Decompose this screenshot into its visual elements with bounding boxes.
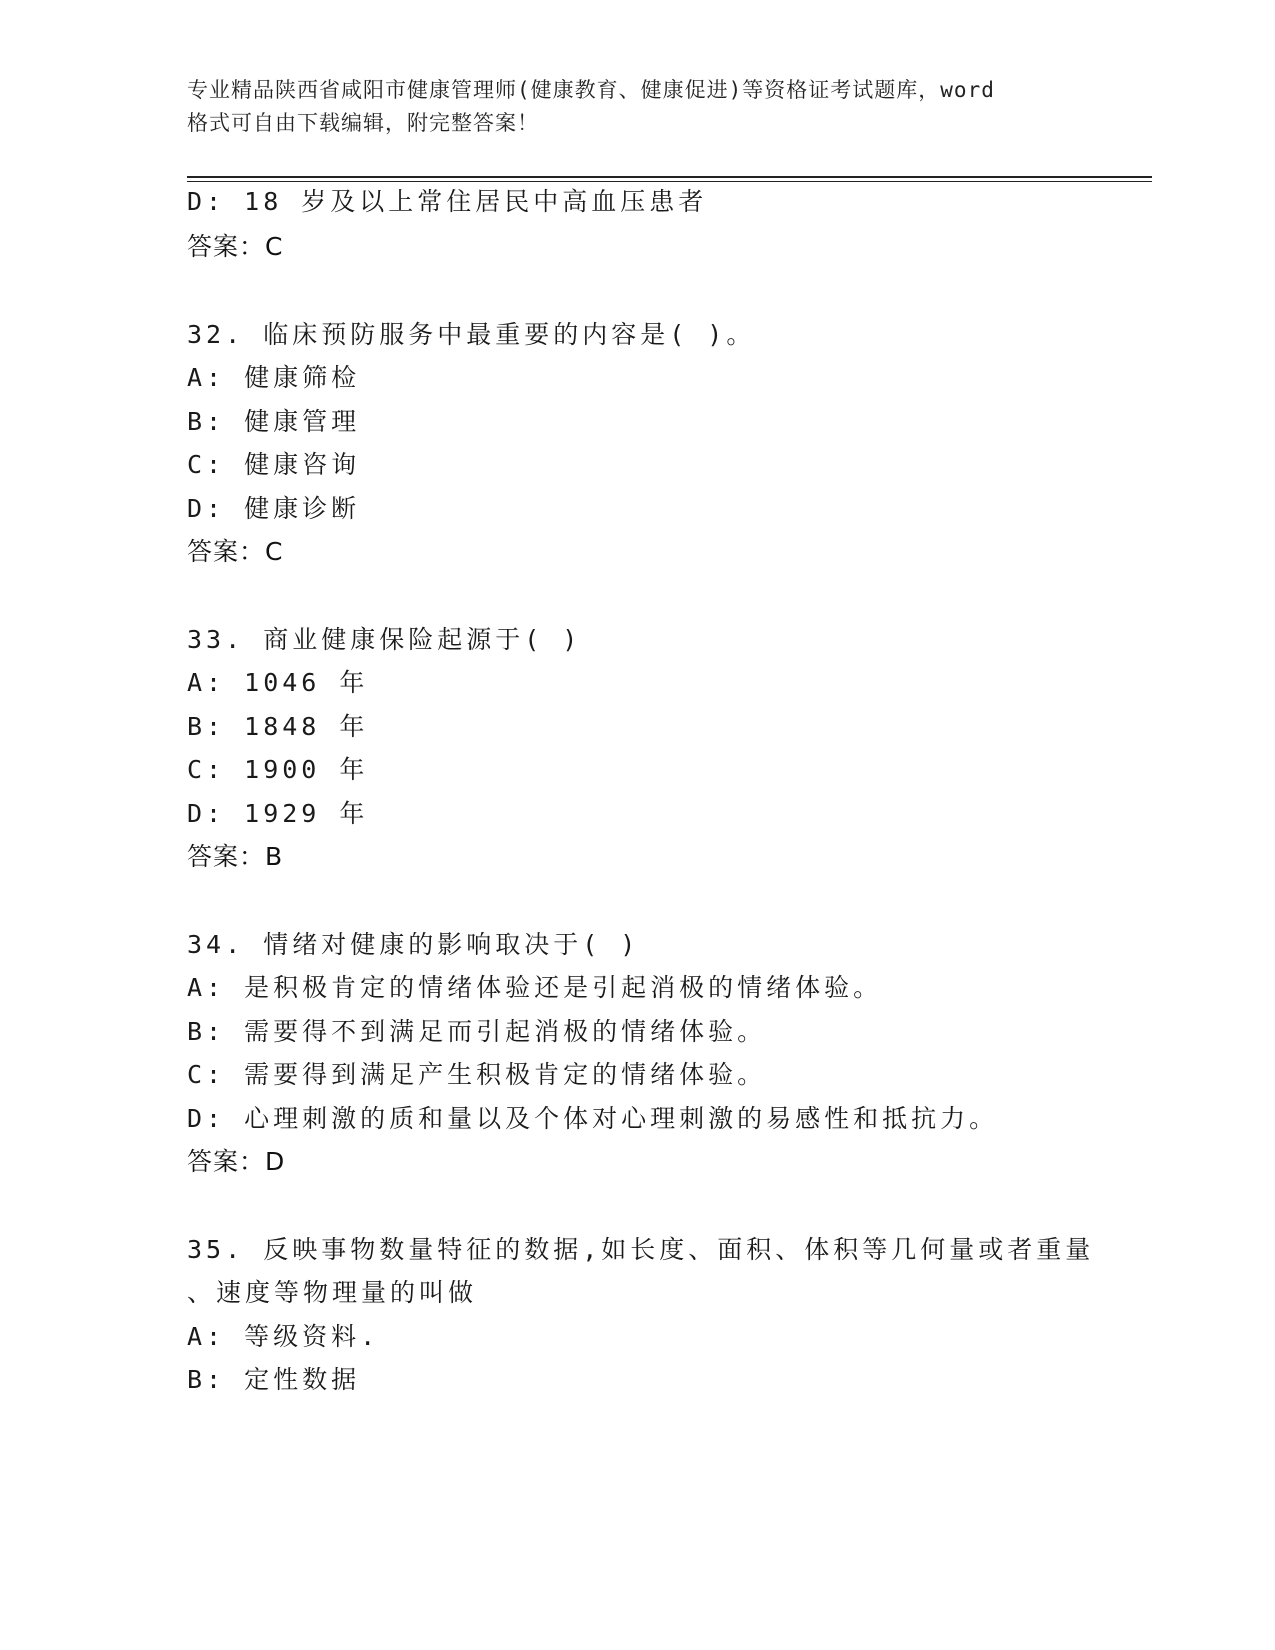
q34-option-c: C: 需要得到满足产生积极肯定的情绪体验。 xyxy=(187,1060,767,1089)
header-line-1: 专业精品陕西省咸阳市健康管理师(健康教育、健康促进)等资格证考试题库，word xyxy=(187,78,995,102)
q31-option-d: D: 18 岁及以上常住居民中高血压患者 xyxy=(187,187,708,216)
q34-option-d: D: 心理刺激的质和量以及个体对心理刺激的易感性和抵抗力。 xyxy=(187,1104,999,1133)
page-header xyxy=(187,74,1087,140)
q33-option-a: A: 1046 年 xyxy=(187,668,369,697)
q32-question: 32. 临床预防服务中最重要的内容是( )。 xyxy=(187,320,756,349)
q32-option-d: D: 健康诊断 xyxy=(187,494,361,523)
q33-answer: 答案：B xyxy=(187,842,284,871)
q34-answer: 答案：D xyxy=(187,1147,286,1176)
header-divider-thin xyxy=(187,181,1152,182)
q34-option-b: B: 需要得不到满足而引起消极的情绪体验。 xyxy=(187,1017,767,1046)
header-divider-thick xyxy=(187,176,1152,178)
q34-question: 34. 情绪对健康的影响取决于( ) xyxy=(187,930,640,959)
q34-option-a: A: 是积极肯定的情绪体验还是引起消极的情绪体验。 xyxy=(187,973,883,1002)
q35-option-a: A: 等级资料. xyxy=(187,1322,380,1351)
q33-question: 33. 商业健康保险起源于( ) xyxy=(187,625,582,654)
q33-option-d: D: 1929 年 xyxy=(187,799,369,828)
q35-question-line-2: 、速度等物理量的叫做 xyxy=(187,1278,478,1307)
q31-answer: 答案：C xyxy=(187,232,284,261)
q33-option-b: B: 1848 年 xyxy=(187,712,369,741)
q33-option-c: C: 1900 年 xyxy=(187,755,369,784)
q35-question-line-1: 35. 反映事物数量特征的数据,如长度、面积、体积等几何量或者重量 xyxy=(187,1235,1095,1264)
q35-option-b: B: 定性数据 xyxy=(187,1365,361,1394)
q32-option-b: B: 健康管理 xyxy=(187,407,361,436)
header-line-2: 格式可自由下载编辑，附完整答案！ xyxy=(187,111,539,135)
q32-answer: 答案：C xyxy=(187,537,284,566)
q32-option-c: C: 健康咨询 xyxy=(187,450,361,479)
q32-option-a: A: 健康筛检 xyxy=(187,363,361,392)
